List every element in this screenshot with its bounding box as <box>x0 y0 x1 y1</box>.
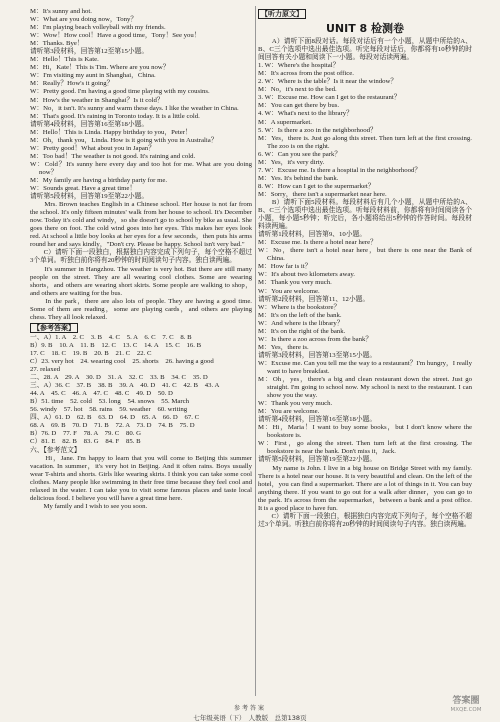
dialogue-line: M：Thank you very much. <box>258 279 332 287</box>
dialogue-line: M：Hi，Kate！This is Tim. Where are you now？ <box>30 64 170 72</box>
footer-ref-label: 参考答案 <box>233 705 266 712</box>
text-line: 请听第2段材料，回答第11、12小题。 <box>258 295 370 303</box>
text-line: 一、A）1. A 2. C 3. B 4. C 5. A 6. C 7. C 8. B <box>30 333 192 341</box>
text-line: 27. relaxed <box>30 366 60 374</box>
text-line: B）76. D 77. F 78. A 79. C 80. G <box>30 430 142 438</box>
text-line: 68. A 69. B 70. D 71. B 72. A 73. D 74. B 75. D <box>30 422 195 430</box>
dialogue-line: M：My family are having a birthday party for me. <box>30 176 168 184</box>
dialogue-line: 8. W：How can I get to the supermarket？ <box>258 182 375 190</box>
text-line: 二、28. A 29. A 30. D 31. A 32. C 33. B 34. C 35. D <box>30 374 208 382</box>
dialogue-line: W：Cold？It's sunny here every day and too hot for me. What are you doing now？ <box>30 160 254 176</box>
dialogue-line: M：It's sunny and hot. <box>30 8 92 15</box>
dialogue-line: M：That's good. It's raining in Toronto today. It is a little cold. <box>30 112 200 120</box>
dialogue-line: M：It's on the left of the bank. <box>258 311 342 319</box>
dialogue-line: W：Is there a zoo across from the bank？ <box>258 335 373 343</box>
text-line: A）请听下面8段对话。每段对话后有一个小题，从题中所给的A、B、C三个选项中选出最佳选项。听完每段对话后，你都将有10秒钟的时间回答有关小题和阅读下一小题。每段对话读两遍。 <box>258 38 472 62</box>
text-line: C）请听下面一段独白，根据独白内容完成下列句子，每个空格不超过3个单词。听独白前你将有20秒钟的时间阅读句子内容。独白读两遍。 <box>258 512 472 528</box>
text-line: 请听第4段材料，回答第16至第18小题。 <box>30 120 149 128</box>
dialogue-line: M：You can get there by bus. <box>258 102 340 110</box>
dialogue-line: W：Pretty good. I'm having a good time playing with my cousins. <box>30 88 210 96</box>
dialogue-line: M：Yes. It's behind the bank. <box>258 174 339 182</box>
dialogue-line: M：It's on the right of the bank. <box>258 327 346 335</box>
dialogue-line: M：Sorry，there isn't a supermarket near here. <box>258 190 387 198</box>
text-line: 六、【参考范文】 <box>30 446 81 454</box>
dialogue-line: 3. W：Excuse me. How can I get to the restaurant？ <box>258 94 401 102</box>
text-line: 请听第3段材料，回答第12至第15小题。 <box>30 48 149 56</box>
dialogue-line: 5. W：Is there a zoo in the neighborhood？ <box>258 126 377 134</box>
dialogue-line: W：No，there isn't a hotel near here，but there is one near the Bank of China. <box>258 247 474 263</box>
left-column <box>30 8 252 511</box>
text-line: 56. windy 57. hot 58. rains 59. weather 60. writing <box>30 406 188 414</box>
text-line: In the park，there are also lots of people. They are having a good time. Some of them are reading，some are playing cards，and others are playing chess. They all look relaxed. <box>30 297 254 321</box>
dialogue-line: M：Excuse me. Is there a hotel near here？ <box>258 239 377 247</box>
dialogue-line: W：I'm visiting my aunt in Shanghai，China. <box>30 72 156 80</box>
dialogue-line: 6. W：Can you see the park？ <box>258 150 342 158</box>
dialogue-line: M：Thanks. Bye！ <box>30 40 84 48</box>
watermark-sub: MXQE.COM <box>450 707 482 713</box>
text-line: C）请听下面一段独白，根据独白内容完成下列句子，每个空格不超过3个单词。听独白前你将有20秒钟的时间阅读句子内容。独白读两遍。 <box>30 249 252 265</box>
dialogue-line: M：Hello！This is Kate. <box>30 56 99 64</box>
section-heading: 【听力原文】 <box>258 9 306 19</box>
dialogue-line: M：You are welcome. <box>258 408 320 416</box>
dialogue-line: M：Yes，there is. <box>258 343 309 351</box>
text-line: My family and I wish to see you soon. <box>30 502 148 510</box>
section-heading: 【参考答案】 <box>30 323 78 333</box>
dialogue-line: W：Sounds great. Have a great time！ <box>30 185 137 193</box>
dialogue-line: 7. W：Excuse me. Is there a hospital in the neighborhood？ <box>258 166 422 174</box>
text-line: 请听第1段材料，回答第9、10小题。 <box>258 231 367 239</box>
watermark-logo <box>440 695 492 717</box>
dialogue-line: M：Hello！This is Linda. Happy birthday to you，Peter！ <box>30 128 192 136</box>
text-line: 请听第5段材料，回答第19至第22小题。 <box>30 193 149 201</box>
dialogue-line: M：How's the weather in Shanghai？Is it cold？ <box>30 96 164 104</box>
text-line: 请听第4段材料，回答第16至第18小题。 <box>258 416 377 424</box>
text-line: 四、A）61. D 62. B 63. D 64. D 65. A 66. D 67. C <box>30 414 200 422</box>
text-line: 44. A 45. C 46. A 47. C 48. C 49. D 50. D <box>30 390 173 398</box>
dialogue-line: M：No，it's next to the bed. <box>258 86 337 94</box>
text-line: 三、A）36. C 37. B 38. B 39. A 40. D 41. C 42. B 43. A <box>30 382 220 390</box>
dialogue-line: M：Really？How's it going？ <box>30 80 114 88</box>
right-column <box>258 8 472 529</box>
dialogue-line: M：How far is it？ <box>258 263 312 271</box>
text-line: Hi，Jane. I'm happy to learn that you will come to Beijing this summer vacation. In summer，it's very hot in Beijing. And it often rains. Boys usually wear T-shirts and shorts. Girls like wearing skirts. I think you can take some cool clothes. Many people like swimming in their free time because they feel cool and relaxed in the water. I can take you to visit some famous places and taste local delicious food. I believe you will have a great time here. <box>30 454 254 502</box>
footer-page-info: 七年级英语（下） 人教版 总第138页 <box>193 714 307 722</box>
text-line: B）51. time 52. cold 53. long 54. snows 55. March <box>30 398 189 406</box>
dialogue-line: M：It's across from the post office. <box>258 70 354 78</box>
dialogue-line: M：Oh，thank you，Linda. How is it going with you in Australia？ <box>30 136 218 144</box>
watermark-main: 答案圈 <box>452 696 480 706</box>
text-line: C）23. very hot 24. wearing cool 25. shorts 26. having a good <box>30 358 214 366</box>
text-line: B）9. B 10. A 11. B 12. C 13. C 14. A 15. C 16. B <box>30 341 202 349</box>
dialogue-line: W：And where is the library？ <box>258 319 344 327</box>
unit-title: UNIT 8 检测卷 <box>325 22 405 36</box>
dialogue-line: W：Where is the bookstore？ <box>258 303 341 311</box>
dialogue-line: M：Yes，there is. Just go along this street. Then turn left at the first crossing. The zoo is on the right. <box>258 134 474 150</box>
dialogue-line: M：Oh，yes，there's a big and clean restaurant down the street. Just go straight. I'm going to school now. My school is next to the restaurant. I can show you the way. <box>258 376 474 400</box>
dialogue-line: W：Thank you very much. <box>258 400 333 408</box>
dialogue-line: 4. W：What's next to the library？ <box>258 110 353 118</box>
page-footer <box>0 703 500 722</box>
dialogue-line: M：Hi，Maria！I want to buy some books，but I don't know where the bookstore is. <box>258 424 474 440</box>
text-line: 17. C 18. C 19. B 20. B 21. C 22. C <box>30 349 152 357</box>
dialogue-line: W：No，it isn't. It's sunny and warm these days. I like the weather in China. <box>30 104 239 112</box>
dialogue-line: M：Too bad！The weather is not good. It's raining and cold. <box>30 152 196 160</box>
text-line: 请听第5段材料，回答第19至第22小题。 <box>258 456 377 464</box>
dialogue-line: 2. W：Where is the table？Is it near the window？ <box>258 78 398 86</box>
text-line: B）请听下面5段材料。每段材料后有几个小题，从题中所给的A、B、C三个选项中选出最佳选项。听每段材料前，你都将有时间阅读各个小题，每小题5秒钟；听完后，各小题将给出5秒钟的作答时间。每段材料读两遍。 <box>258 198 472 231</box>
dialogue-line: W：You are welcome. <box>258 287 320 295</box>
text-line: My name is John. I live in a big house on Bridge Street with my family. There is a hotel near our house. It is very beautiful and clean. On the left of the hotel，you can find a supermarket. There are a lot of things in it. You can buy anything there. If you want to go out for a walk after dinner，you can go to the park. It's across from the supermarket，between a bank and a post office. It is a good place to have fun. <box>258 464 474 512</box>
dialogue-line: W：What are you doing now，Tony？ <box>30 16 138 24</box>
text-line: 请听第3段材料，回答第13至第15小题。 <box>258 351 377 359</box>
dialogue-line: W：First，go along the street. Then turn left at the first crossing. The bookstore is near the bank. Don't miss it，Jack. <box>258 440 474 456</box>
dialogue-line: 1. W：Where's the hospital？ <box>258 62 340 70</box>
dialogue-line: M：Yes，it's very dirty. <box>258 158 325 166</box>
text-line: Mrs. Brown teaches English in a Chinese school. Her house is not far from the school. It's only fifteen minutes' walk from her house to school. It's December now. Today it's cold and windy，so she doesn't go to school by bike as usual. She goes there on foot. The cold wind goes into her eyes. This makes her eyes look red. At school a little boy looks at her eyes for a few seconds，then puts his arms round her and says kindly，"Don't cry. Please be happy. School isn't very bad." <box>30 201 254 249</box>
dialogue-line: W：Pretty good！What about you in Japan？ <box>30 144 156 152</box>
dialogue-line: W：Excuse me. Can you tell me the way to a restaurant？I'm hungry，I really want to have breakfast. <box>258 359 474 375</box>
text-line: C）81. E 82. B 83. G 84. F 85. B <box>30 438 141 446</box>
dialogue-line: M：A supermarket. <box>258 118 312 126</box>
dialogue-line: W：It's about two kilometers away. <box>258 271 355 279</box>
dialogue-line: M：I'm playing beach volleyball with my friends. <box>30 24 166 32</box>
text-line: It's summer in Hangzhou. The weather is very hot. But there are still many people on the street. They are all wearing cool clothes. Some are wearing shorts，and others are wearing short skirts. Some people are walking to shop，and others are waiting for the bus. <box>30 265 254 297</box>
dialogue-line: W：Wow！How cool！Have a good time，Tony！See you！ <box>30 32 201 40</box>
column-divider <box>255 6 256 696</box>
